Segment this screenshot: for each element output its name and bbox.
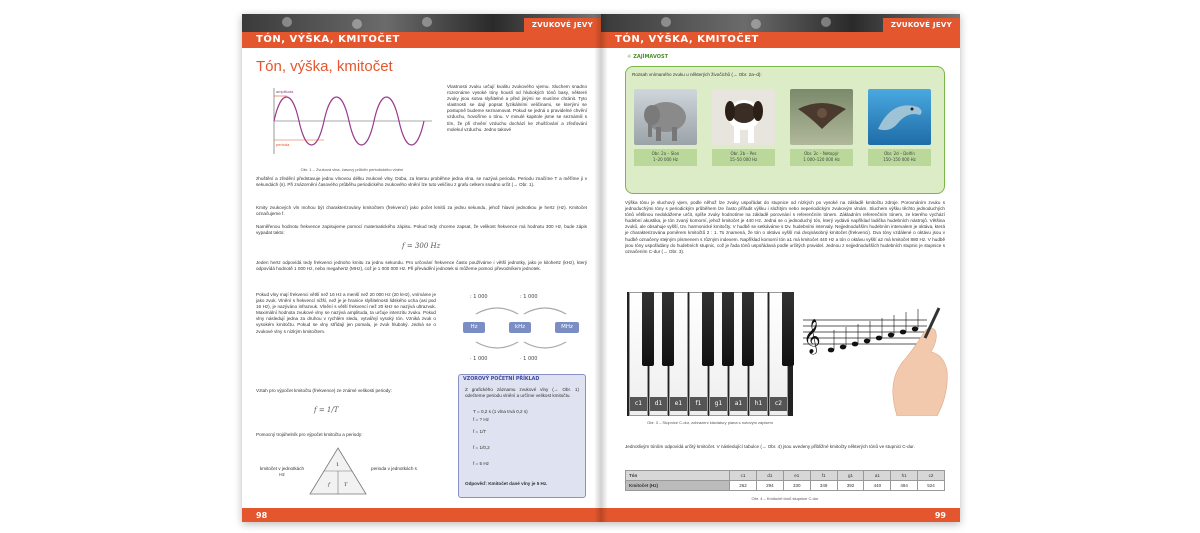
key-label: g1 [710,397,727,411]
formula-f-over-t: f = 1/T [314,406,339,414]
black-key [642,292,654,366]
formula-300hz: f = 300 Hz [402,242,441,250]
animal-caption: Obr. 2a – Slon 1–20 000 Hz [634,149,697,166]
example-box [458,374,586,498]
paragraph-triangle: Pomocný trojúhelník pro výpočet kmitočtu a periody: [256,432,363,437]
key-label: c2 [770,397,787,411]
fig4-caption: Obr. 4 – Kmitočet tónů stupnice C-dur [751,496,819,501]
example-line-2: f = ? Hz [473,417,489,422]
paragraph-notation: Naměřenou hodnotu frekvence zapisujeme pomocí matematického zápisu. Pokud tedy chceme zapsat, že velikost frekvence má hodnotu 300 Hz, bude zápis vypadat takto: [256,224,587,236]
left-page [242,14,601,522]
converter-div-2: : 1 000 [520,294,538,300]
table-cell: a1 [864,471,891,481]
table-cell: g1 [837,471,864,481]
page-number-left: 98 [256,511,268,520]
example-line-3: f = 1/T [473,429,487,434]
example-line-1: T = 0,2 s (1 vlna trvá 0,2 s) [473,409,528,414]
table-row [626,481,945,491]
key-label: f1 [690,397,707,411]
bat-photo [790,89,853,145]
elephant-photo [634,89,697,145]
animal-caption: Obr. 2b – Pes 15–50 000 Hz [712,149,775,166]
example-line-5: f = 5 Hz [473,461,489,466]
fun-fact-title: Rozsah vnímaného zvuku u některých živočichů (→ Obr. 2a–d): [632,72,762,77]
example-title: VZOROVÝ POČETNÍ PŘÍKLAD [463,377,540,382]
table-header: Tón [626,471,730,481]
key-label: a1 [730,397,747,411]
table-cell: d1 [756,471,783,481]
black-key [722,292,734,366]
piano-keyboard [627,292,793,416]
triangle-label-right: perioda v jednotkách s [371,466,417,471]
converter-mul-2: · 1 000 [520,356,538,362]
lightbulb-icon: ☼ [627,54,634,60]
right-page [601,14,960,522]
fig1-caption: Obr. 1 – Zvuková vlna, časový průběh periodického vlnění [300,167,404,172]
topic-tab: ZVUKOVÉ JEVY [524,18,601,32]
animal-caption: Obr. 2c – Netopýr 1 000–120 000 Hz [790,149,853,166]
dog-photo [712,89,775,145]
table-header: Kmitočet (Hz) [626,481,730,491]
black-key [742,292,754,366]
table-cell: 349 [810,481,837,491]
chapter-title-bar: TÓN, VÝŠKA, KMITOČET [601,32,960,48]
amplitude-label: amplituda [276,89,294,94]
period-label: perioda [276,142,290,147]
unit-mhz: MHz [555,322,579,333]
black-key [662,292,674,366]
triangle-top: 1 [336,462,340,468]
example-text: Z grafického záznamu zvukové vlny (→ Obr. 1) odečteme periodu vlnění a určíme velikost kmitočtu. [465,387,579,399]
black-key [702,292,714,366]
animal-caption: Obr. 2d – Delfín 150–150 000 Hz [868,149,931,166]
paragraph-audible-range: Pokud vlny mají frekvenci větší než 16 Hz a menší než 20 000 Hz (20 kHz), vnímáme je jako zvuk. Vlnění s frekvencí nižší, než je je hranice slyšitelnosti lidského ucha (asi pod 16 Hz), je nazýváno infrazvuk. Vlnění s větší frekvencí než 20 kHz se nazývá ultrazvuk. Maximální hodnota zvukové vlny se nazývá amplituda, ta určuje intenzitu zvuku. Pokud vlny následují jedna za druhou v rychlém sledu, vytvářejí vysoký tón. Vzniká zvuk o vysokém kmitočtu. Pokud se vlny střídají jen pomalu, je zvuk hluboký. Jedná se o zvukové vlny s nízkým kmitočtem. [256,292,436,334]
paragraph-relation: Vztah pro výpočet kmitočtu (frekvence) ze známé velikosti periody: [256,388,392,393]
paragraph-units: Jeden hertz odpovídá tedy frekvenci jednoho kmitu za jednu sekundu. Pro určování frekvence často používáme i větší jednotky, jako je kilohertz (kHz), který odpovídá hodnotě 1 000 Hz, nebo megahertz (MHz), což je 1 000 000 Hz. Při převádění jednotek si můžeme pomoci převodníkem jednotek. [256,260,587,272]
example-line-4: f = 1/0,2 [473,445,490,450]
topic-tab: ZVUKOVÉ JEVY [883,18,960,32]
table-row [626,471,945,481]
paragraph-pitch: Výška tónu je sluchový vjem, podle něhož lze zvuky uspořádat do stupnice od nízkých po vysoké na základě kmitočtu zdroje. Porovnáním zvuku s jednoduchými tóny s periodickým průběhem lze často přiřadit výšku i složitým nebo neperiodickým zvukovým vlnám. Sluchem výšku těchto jednoduchých tónů většinou nedokážeme určit, spíše zvuky hodnotíme na základě porovnání s referenčním tónem. Základním referenčním tónem, ze kterého vychází hudební akustika, je tón zvaný komorní, jehož kmitočet je 440 Hz. Jedná se o jednoduchý tón, který vydává například ladička hudebních nástrojů. Většina zvuků, ale obsahuje vyšší, tzv. harmonické kmitočty. V hudbě se setkáváme s tzv. hudebními intervaly. Nejjednodušším hudebním intervalem je oktáva, která je charakterizována poměrem kmitočtů 2 : 1. To znamená, že tón o oktávu vyšší má dvojnásobný kmitočet (frekvenci). Dva tóny vzdálené o oktávu jsou v hudbě označeny stejným písmenem s různým indexem. Například komorní tón a1 má kmitočet 440 Hz a tón o oktávu vyšší a2 má kmitočet 880 Hz. V hudbě jsou tóny uspořádány do hudebních stupnic, což je řada tónů uspořádaná podle určitých pravidel. Jednou z nejjednodušších hudebních stupnic je stupnice s označením C-dur (→ Obr. 3). [625,200,945,254]
fun-fact-box [625,66,945,194]
table-cell: 440 [864,481,891,491]
paragraph-period: zhuštění a zředění představuje jednu vlnovou délku zvukové vlny. Doba, za kterou proběhne jedna vlna, se nazývá perioda. Periodu značíme T a měříme ji v sekundách (s). Při znázornění časového průběhu periodického zvukového vlnění lze tuto veličinu z grafu celkem snadno určit (→ Obr. 1). [256,176,587,188]
formula-triangle [308,446,368,496]
triangle-label-left: kmitočet v jednotkách Hz [259,466,305,478]
unit-hz: Hz [463,322,485,333]
chapter-title-bar: TÓN, VÝŠKA, KMITOČET [242,32,601,48]
key-label: c1 [630,397,647,411]
triangle-bottom-right: T [344,482,348,488]
textbook-spread [242,14,960,522]
dolphin-photo [868,89,931,145]
tone-frequency-table [625,470,945,491]
black-key [782,292,794,366]
footer-band [242,508,601,522]
key-label: d1 [650,397,667,411]
intro-paragraph: Vlastnosti zvuku určují kvalitu zvukového vjemu. Sluchem snadno rozeznáme vysoké tóny houslí od hlubokých tónů basy, některé zvuky jsou sotva slyšitelné a před jinými se musíme chránit. Tyto vlastnosti se dají popsat fyzikálními veličinami, se kterými se postupně budeme seznamovat. Pokud se jedná o pravidelné chvění vzduchu, hovoříme o tónu. V minulé kapitole jsme se seznámili s tím, že při chvění vzduchu dochází ke zhušťování a zřeďování molekul vzduchu. Jedno takové [447,84,587,132]
page-heading: Tón, výška, kmitočet [256,58,393,75]
page-number-right: 99 [934,511,946,520]
triangle-bottom-left: f [328,482,330,488]
table-cell: 262 [730,481,757,491]
unit-khz: kHz [509,322,531,333]
fig3-caption: Obr. 3 – Stupnice C-dur, zobrazení klaviatury piana s notovým zápisem [647,420,773,425]
table-cell: 330 [783,481,810,491]
footer-band [601,508,960,522]
table-cell: c2 [918,471,945,481]
music-staff-illustration [797,294,952,416]
example-answer: Odpověď: Kmitočet dané vlny je 5 Hz. [465,481,548,486]
table-cell: f1 [810,471,837,481]
treble-clef-icon: 𝄞 [803,319,821,354]
table-cell: 494 [891,481,918,491]
table-cell: 392 [837,481,864,491]
key-label: e1 [670,397,687,411]
table-cell: c1 [730,471,757,481]
paragraph-frequency: Kmity zvukových vln mohou být charakterizovány kmitočtem (frekvencí) jako počet kmitů za jednu sekundu, jehož hlavní jednotkou je hertz (Hz). Kmitočet označujeme f. [256,205,587,217]
table-cell: 524 [918,481,945,491]
table-cell: e1 [783,471,810,481]
paragraph-table-intro: Jednotlivým tónům odpovídá určitý kmitočet. V následující tabulce (→ Obr. 4) jsou uvedeny přibližné kmitočty některých tónů ve stupnici C-dur. [625,444,915,449]
table-cell: h1 [891,471,918,481]
hand-illustration [893,328,947,416]
fun-fact-label: ☼ ZAJÍMAVOST [627,54,668,60]
table-cell: 294 [756,481,783,491]
key-label: h1 [750,397,767,411]
sound-wave-figure [262,84,442,164]
converter-mul-1: · 1 000 [470,356,488,362]
converter-div-1: : 1 000 [470,294,488,300]
